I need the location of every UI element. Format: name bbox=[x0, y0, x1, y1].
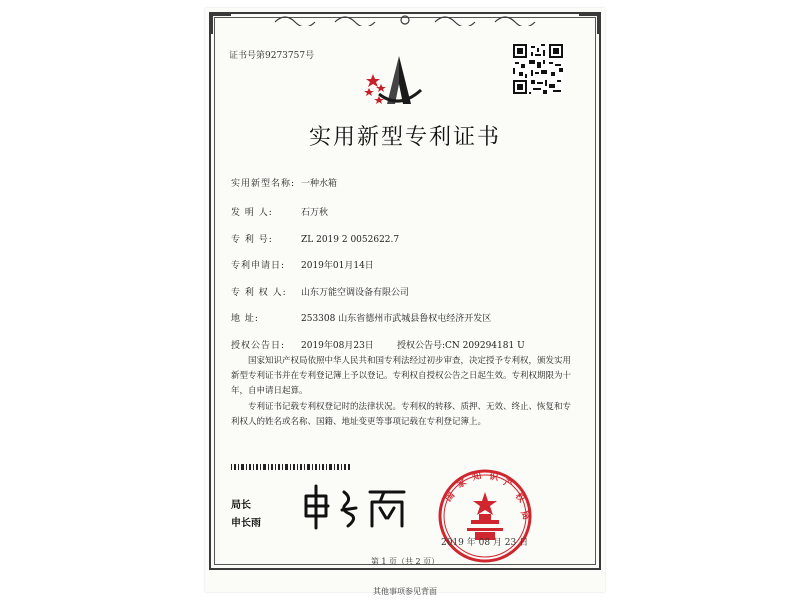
field-value: ZL 2019 2 0052622.7 bbox=[301, 235, 400, 245]
field-label: 发 明 人: bbox=[231, 208, 273, 218]
field-application-date bbox=[231, 258, 374, 271]
field-value: 山东万能空调设备有限公司 bbox=[301, 288, 410, 298]
top-ornament-icon bbox=[265, 12, 545, 26]
field-patent-number bbox=[231, 232, 399, 245]
handwritten-signature-icon bbox=[300, 482, 410, 532]
svg-text:知: 知 bbox=[471, 471, 483, 483]
field-value: 石万秋 bbox=[301, 208, 329, 218]
footer-note: 其他事项参见背面 bbox=[373, 587, 437, 596]
field-value: 253308 山东省德州市武城县鲁权屯经济开发区 bbox=[301, 314, 492, 324]
field-grant-number bbox=[397, 338, 525, 351]
svg-text:识: 识 bbox=[488, 472, 499, 484]
field-patentee bbox=[231, 285, 409, 298]
certificate-title: 实用新型专利证书 bbox=[308, 125, 501, 150]
legal-status-paragraph: 专利证书记载专利权登记时的法律状况。专利权的转移、质押、无效、终止、恢复和专利权人的姓名或名称、国籍、地址变更等事项记载在专利登记簿上。 bbox=[231, 402, 572, 427]
certificate-number: 证书号第9273757号 bbox=[229, 51, 315, 61]
field-value: 2019年08月23日 bbox=[301, 341, 374, 351]
official-seal-icon bbox=[435, 466, 535, 566]
field-label: 专利申请日: bbox=[231, 261, 286, 271]
field-value: 一种水箱 bbox=[301, 179, 338, 189]
field-value: 2019年01月14日 bbox=[301, 261, 374, 271]
signatory-name: 申长雨 bbox=[231, 518, 261, 529]
svg-text:家: 家 bbox=[455, 477, 469, 491]
svg-text:权: 权 bbox=[512, 491, 527, 505]
svg-text:产: 产 bbox=[501, 477, 515, 491]
field-label: 专 利 权 人: bbox=[231, 288, 287, 298]
seal-date: 2019 年 08 月 23 日 bbox=[441, 538, 529, 548]
field-utility-model-name bbox=[231, 176, 337, 189]
field-label: 授权公告日: bbox=[231, 341, 286, 351]
field-label: 地 址: bbox=[231, 314, 259, 324]
svg-text:局: 局 bbox=[518, 509, 531, 522]
field-label: 专 利 号: bbox=[231, 235, 273, 245]
field-value: CN 209294181 U bbox=[445, 341, 525, 351]
field-label: 授权公告号: bbox=[397, 341, 446, 351]
field-label: 实用新型名称: bbox=[231, 179, 296, 189]
cnipa-logo-icon bbox=[359, 54, 439, 114]
svg-text:国: 国 bbox=[443, 490, 458, 504]
qr-code-icon bbox=[513, 44, 563, 94]
patent-certificate bbox=[205, 8, 605, 596]
grant-paragraph: 国家知识产权局依照中华人民共和国专利法经过初步审查，决定授予专利权，颁发实用新型专利证书并在专利登记簿上予以登记。专利权自授权公告之日起生效。专利权期限为十年，自申请日起算。 bbox=[231, 356, 572, 396]
page-number: 第 1 页（共 2 页） bbox=[370, 557, 440, 566]
barcode-icon bbox=[231, 464, 351, 470]
field-grant-date bbox=[231, 338, 374, 351]
signatory-title: 局长 bbox=[231, 500, 251, 511]
field-address bbox=[231, 311, 491, 324]
field-inventor bbox=[231, 205, 328, 218]
